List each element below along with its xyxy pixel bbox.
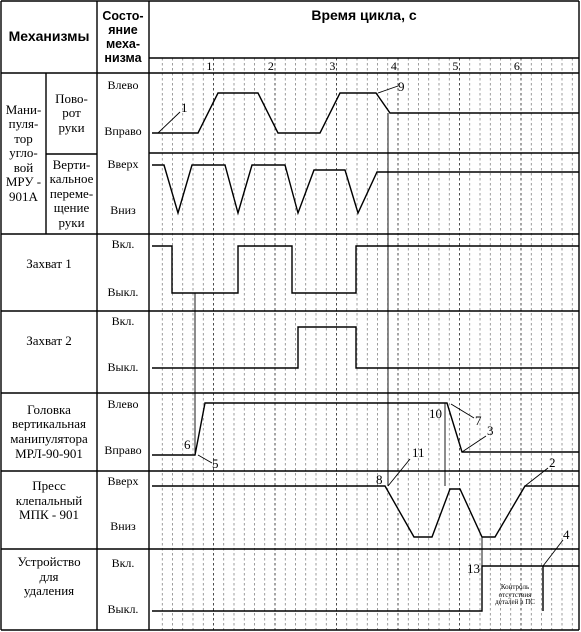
state-grip2-on: Вкл. (111, 314, 135, 329)
state-head-left: Влево (107, 397, 139, 412)
marker-1: 1 (181, 100, 188, 115)
state-remover-off: Выкл. (107, 602, 139, 617)
row-label-remover: Устройство для удаления (17, 554, 81, 599)
state-rotation-left: Влево (107, 78, 139, 93)
state-grip2-off: Выкл. (107, 360, 139, 375)
time-tick-label: 3 (329, 59, 336, 73)
absence-control-note: Контроль отсутствия деталей в ПС (495, 583, 535, 607)
marker-11: 11 (412, 445, 425, 460)
row-label-vertical: Верти- кальное переме- щение руки (49, 156, 94, 230)
marker-13: 13 (467, 561, 480, 576)
state-vertical-down: Вниз (110, 203, 136, 218)
state-vertical-up: Вверх (107, 157, 139, 172)
row-label-rotation: Пово- рот руки (55, 90, 88, 135)
marker-3: 3 (487, 423, 494, 438)
time-tick-label: 6 (513, 59, 520, 73)
marker-6: 6 (184, 437, 191, 452)
state-grip1-off: Выкл. (107, 285, 139, 300)
state-press-up: Вверх (107, 474, 139, 489)
row-label-press: Пресс клепальный МПК - 901 (15, 478, 83, 523)
marker-4: 4 (563, 527, 570, 542)
marker-5: 5 (212, 456, 219, 471)
marker-9: 9 (398, 79, 405, 94)
state-press-down: Вниз (110, 519, 136, 534)
column-header-time: Время цикла, с (311, 7, 417, 24)
column-header-mechanisms: Механизмы (8, 28, 90, 45)
time-tick-label: 2 (267, 59, 274, 73)
state-remover-on: Вкл. (111, 556, 135, 571)
time-tick-label: 4 (390, 59, 397, 73)
state-head-right: Вправо (104, 443, 142, 458)
row-label-grip2: Захват 2 (26, 332, 72, 348)
state-rotation-right: Вправо (104, 124, 142, 139)
row-label-grip1: Захват 1 (26, 255, 72, 271)
time-tick-label: 5 (452, 59, 459, 73)
row-label-manipulator: Мани- пуля- тор угло- вой МРУ - 901А (5, 101, 42, 204)
marker-8: 8 (376, 472, 383, 487)
state-grip1-on: Вкл. (111, 237, 135, 252)
column-header-state: Состо- яние меха- низма (102, 9, 144, 65)
row-label-head: Головка вертикальная манипулятора МРЛ-90-901 (10, 401, 88, 461)
marker-2: 2 (549, 455, 556, 470)
marker-10: 10 (429, 406, 442, 421)
marker-7: 7 (475, 413, 482, 428)
time-tick-label: 1 (206, 59, 213, 73)
